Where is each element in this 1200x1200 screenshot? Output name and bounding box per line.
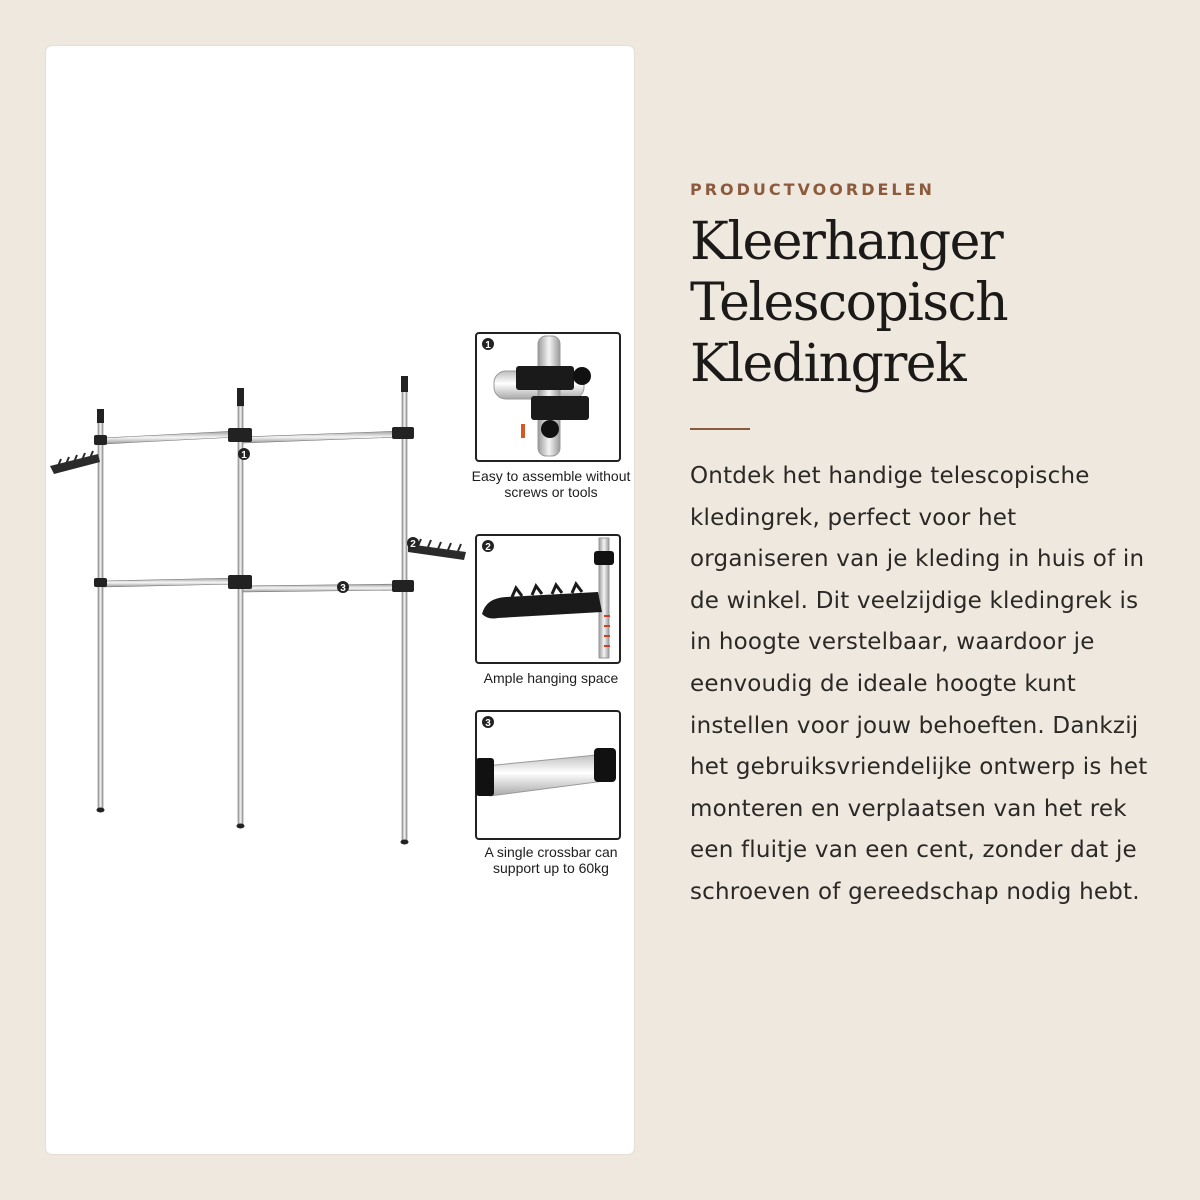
rack-marker-1-label: 1	[241, 450, 247, 461]
callout-box-3	[476, 711, 620, 839]
callout-2-number: 2	[485, 542, 491, 553]
callout-box-2	[476, 535, 620, 663]
accent-divider	[690, 428, 750, 430]
product-title-line-3: Kledingrek	[690, 334, 966, 394]
callout-label-1: Easy to assemble without screws or tools	[471, 468, 631, 500]
rack-marker-2-label: 2	[410, 539, 416, 550]
callout-label-3: A single crossbar can support up to 60kg	[484, 844, 618, 876]
eyebrow-label: PRODUCTVOORDELEN	[690, 180, 935, 199]
rack-poles	[97, 376, 409, 845]
callout-3-number: 3	[485, 718, 491, 729]
rack-marker-3	[337, 581, 349, 594]
product-title-line-2: Telescopisch	[690, 273, 1008, 333]
rack-crossbars	[94, 427, 414, 592]
callout-label-2: Ample hanging space	[483, 670, 619, 686]
product-title	[690, 212, 1150, 395]
product-image-card	[46, 46, 634, 1154]
product-title-line-1: Kleerhanger	[690, 212, 1003, 272]
rack-marker-3-label: 3	[340, 583, 346, 594]
telescopic-rack-illustration	[46, 46, 634, 1154]
product-description: Ontdek het handige telescopische kledingrek, perfect voor het organiseren van je kleding in huis of in de winkel. Dit veelzijdige kledingrek is in hoogte verstelbaar, waardoor je eenvoudig de ideale hoogte kunt instellen voor jouw behoeften. Dankzij het gebruiksvriendelijke ontwerp is het monteren en verplaatsen van het rek een fluitje van een cent, zonder dat je schroeven of gereedschap nodig hebt.	[690, 463, 1148, 905]
callout-box-1	[476, 333, 620, 461]
callout-1-number: 1	[485, 340, 491, 351]
